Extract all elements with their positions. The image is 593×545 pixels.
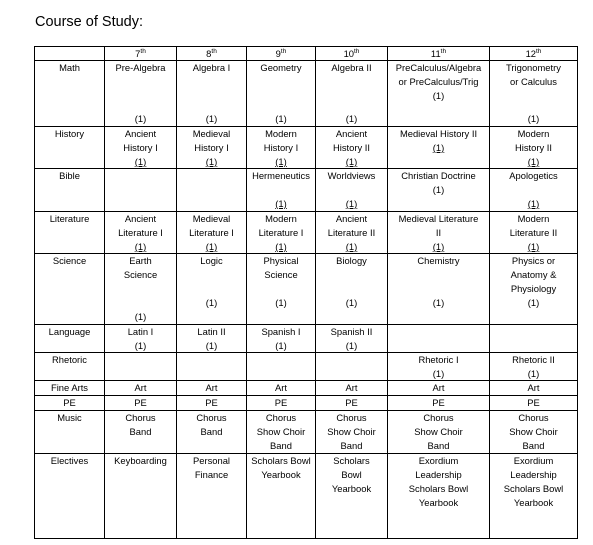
course-line: Rhetoric II [512,354,555,365]
rhetoric-grade-8-cell [177,353,247,381]
course-line: Anatomy & [510,269,557,280]
course-line: Chorus [518,412,549,423]
course-line [177,268,246,282]
course-table [34,46,578,539]
course-line: PE [134,397,147,408]
math-row [35,61,578,127]
course-line: Rhetoric I [418,354,459,365]
math-grade-9-cell [247,61,316,127]
grade-10-header: 10th [316,47,388,61]
bible-grade-11-cell [388,169,490,212]
course-line: Show Choir [256,426,306,437]
corner-cell [35,47,105,61]
credit-line: (1) [205,113,218,124]
music-grade-7-cell [105,411,177,454]
finearts-row [35,381,578,396]
course-line: Show Choir [509,426,558,437]
course-line [388,282,489,296]
language-subject-label: Language [35,325,105,353]
course-line: Band [129,426,152,437]
credit-line: (1) [275,113,287,124]
pe-grade-9-cell [247,396,316,411]
science-grade-8-cell [177,254,247,325]
course-line: History I [123,142,158,153]
course-line: Science [123,269,158,280]
course-line: Scholars [333,455,370,466]
math-grade-10-cell [316,61,388,127]
electives-grade-11-cell [388,454,490,539]
course-line: (1) [275,156,287,167]
course-line: Exordium [513,455,554,466]
course-line: Art [527,382,540,393]
course-line: (1) [205,297,218,308]
course-line [316,282,387,296]
science-subject-label: Science [35,254,105,325]
finearts-grade-10-cell [316,381,388,396]
course-line: Personal [192,455,230,466]
bible-grade-10-cell [316,169,388,212]
literature-grade-8-cell [177,212,247,254]
history-subject-label: History [35,127,105,169]
bible-grade-7-cell [105,169,177,212]
course-line: Band [200,426,223,437]
music-grade-11-cell [388,411,490,454]
math-grade-7-cell [105,61,177,127]
course-line: Modern [517,128,550,139]
course-line: Modern [265,128,297,139]
literature-grade-12-cell [490,212,578,254]
course-line: Chorus [336,412,367,423]
course-line: Art [205,382,218,393]
electives-grade-12-cell [490,454,578,539]
music-grade-8-cell [177,411,247,454]
course-line: Ancient [124,213,157,224]
course-line: Chorus [196,412,227,423]
grade-11-header: 11th [388,47,490,61]
rhetoric-grade-10-cell [316,353,388,381]
literature-grade-11-cell [388,212,490,254]
science-grade-10-cell [316,254,388,325]
electives-grade-10-cell [316,454,388,539]
course-line [316,268,387,282]
bible-row [35,169,578,212]
music-grade-9-cell [247,411,316,454]
course-line: Yearbook [261,469,301,480]
course-line: Science [264,269,298,280]
history-grade-8-cell [177,127,247,169]
history-grade-10-cell [316,127,388,169]
math-grade-11-cell [388,61,490,127]
course-line: Literature I [189,227,234,238]
literature-grade-9-cell [247,212,316,254]
course-line: Show Choir [327,426,376,437]
course-line: Latin I [127,326,154,337]
history-grade-7-cell [105,127,177,169]
course-line: Ancient [124,128,157,139]
bible-subject-label: Bible [35,169,105,212]
course-line: (1) [134,241,147,252]
language-grade-7-cell [105,325,177,353]
finearts-grade-11-cell [388,381,490,396]
course-line: Yearbook [331,483,372,494]
course-line: Scholars Bowl [408,483,469,494]
course-line: Band [340,440,363,451]
course-line: Literature I [118,227,163,238]
course-line: Biology [336,255,367,266]
course-line: Art [432,382,445,393]
course-line: (1) [345,340,358,351]
course-line: Exordium [418,455,459,466]
credit-line: (1) [275,198,287,209]
rhetoric-subject-label: Rhetoric [35,353,105,381]
course-line: Finance [194,469,229,480]
course-line: Apologetics [509,170,558,181]
rhetoric-grade-9-cell [247,353,316,381]
course-line: (1) [432,368,445,379]
finearts-grade-9-cell [247,381,316,396]
language-grade-12-cell [490,325,578,353]
course-line: Art [275,382,287,393]
language-grade-9-cell [247,325,316,353]
course-line: Medieval History II [399,128,478,139]
bible-grade-9-cell [247,169,316,212]
electives-grade-7-cell [105,454,177,539]
language-grade-10-cell [316,325,388,353]
course-line: Literature II [509,227,558,238]
pe-grade-12-cell [490,396,578,411]
course-line: Leadership [415,469,462,480]
course-line: Band [427,440,450,451]
finearts-grade-12-cell [490,381,578,396]
finearts-subject-label: Fine Arts [35,381,105,396]
science-grade-11-cell [388,254,490,325]
course-line: Show Choir [414,426,463,437]
finearts-grade-8-cell [177,381,247,396]
course-line: Chemistry [417,255,460,266]
literature-grade-7-cell [105,212,177,254]
history-row [35,127,578,169]
course-line: Ancient [335,128,368,139]
course-line: History I [194,142,229,153]
language-row [35,325,578,353]
math-subject-label: Math [35,61,105,127]
music-grade-12-cell [490,411,578,454]
course-line: Geometry [260,62,302,73]
course-line: (1) [345,241,358,252]
course-line: (1) [345,156,358,167]
electives-subject-label: Electives [35,454,105,539]
course-line: Yearbook [513,497,554,508]
course-line: Spanish II [330,326,373,337]
course-line: Spanish I [261,326,301,337]
grade-8-header: 8th [177,47,247,61]
literature-grade-10-cell [316,212,388,254]
course-line: Medieval [192,213,231,224]
course-line: Medieval Literature [398,213,479,224]
course-line: Trigonometry [506,62,561,73]
course-line: Literature II [327,227,376,238]
credit-line: (1) [527,113,540,124]
course-line: Literature I [258,227,304,238]
course-line: (1) [205,156,218,167]
course-line: PreCalculus/Algebra [395,62,482,73]
course-line: Physiology [510,283,557,294]
course-line: Physics or [511,255,556,266]
electives-grade-8-cell [177,454,247,539]
music-subject-label: Music [35,411,105,454]
course-line: Art [345,382,358,393]
course-line: Bowl [341,469,362,480]
course-line: Algebra II [331,62,372,73]
course-line: (1) [345,297,358,308]
credit-line: (1) [345,198,358,209]
course-line [247,282,315,296]
course-line: History II [515,142,552,153]
course-line: (1) [432,241,445,252]
course-line: Latin II [197,326,226,337]
course-line: Logic [200,255,223,266]
music-row [35,411,578,454]
course-line: Modern [265,213,297,224]
course-line: (1) [275,340,287,351]
course-line: (1) [432,90,445,101]
credit-line: (1) [134,113,147,124]
course-line: (1) [432,142,445,153]
course-line: (1) [275,297,287,308]
course-line: Medieval [192,128,231,139]
finearts-grade-7-cell [105,381,177,396]
course-line: Worldviews [327,170,376,181]
course-line: PE [527,397,540,408]
course-line: (1) [134,156,147,167]
science-grade-9-cell [247,254,316,325]
page-title: Course of Study: [35,14,143,30]
course-line: Hermeneutics [252,170,310,181]
pe-grade-10-cell [316,396,388,411]
course-line: (1) [275,241,287,252]
rhetoric-row [35,353,578,381]
course-line: Modern [517,213,550,224]
electives-row [35,454,578,539]
bible-grade-8-cell [177,169,247,212]
course-line: (1) [205,340,218,351]
course-line: (1) [527,368,540,379]
science-grade-7-cell [105,254,177,325]
course-line: Christian Doctrine [401,170,476,181]
bible-grade-12-cell [490,169,578,212]
course-line: (1) [134,340,147,351]
course-line: History I [263,142,299,153]
course-line: Yearbook [418,497,459,508]
science-grade-12-cell [490,254,578,325]
math-grade-8-cell [177,61,247,127]
course-line: (1) [205,241,218,252]
course-line: Earth [129,255,152,266]
music-grade-10-cell [316,411,388,454]
grade-7-header: 7th [105,47,177,61]
course-line: Ancient [335,213,368,224]
science-row [35,254,578,325]
rhetoric-grade-11-cell [388,353,490,381]
course-line: PE [274,397,288,408]
credit-line: (1) [527,198,540,209]
language-grade-8-cell [177,325,247,353]
course-line: Art [134,382,147,393]
pe-grade-8-cell [177,396,247,411]
rhetoric-grade-12-cell [490,353,578,381]
pe-subject-label: PE [35,396,105,411]
language-grade-11-cell [388,325,490,353]
math-grade-12-cell [490,61,578,127]
pe-row [35,396,578,411]
course-line: (1) [432,184,445,195]
course-line: Chorus [125,412,156,423]
literature-row [35,212,578,254]
course-line [177,282,246,296]
course-line: Chorus [265,412,297,423]
course-line: (1) [527,241,540,252]
credit-line: (1) [134,311,147,322]
course-line: or PreCalculus/Trig [398,76,479,87]
course-line: Keyboarding [114,455,167,466]
electives-grade-9-cell [247,454,316,539]
history-grade-11-cell [388,127,490,169]
course-line: PE [205,397,218,408]
course-line [388,268,489,282]
course-line: Band [522,440,545,451]
course-line: PE [345,397,358,408]
pe-grade-7-cell [105,396,177,411]
course-line: Physical [263,255,299,266]
credit-line: (1) [345,113,358,124]
course-line: History II [333,142,370,153]
course-line: PE [432,397,445,408]
pe-grade-11-cell [388,396,490,411]
course-line: Band [270,440,292,451]
course-line: Pre-Algebra [115,62,166,73]
grade-header-row [35,47,578,61]
grade-12-header: 12th [490,47,578,61]
course-line: Chorus [423,412,454,423]
grade-9-header: 9th [247,47,316,61]
course-line: Algebra I [192,62,231,73]
course-line: (1) [432,297,445,308]
course-line: or Calculus [510,76,557,87]
course-line: Scholars Bowl [251,455,311,466]
course-line: Leadership [510,469,557,480]
course-line: (1) [527,156,540,167]
rhetoric-grade-7-cell [105,353,177,381]
history-grade-12-cell [490,127,578,169]
history-grade-9-cell [247,127,316,169]
course-line: (1) [527,297,540,308]
course-line: II [435,227,442,238]
course-line: Scholars Bowl [503,483,564,494]
literature-subject-label: Literature [35,212,105,254]
